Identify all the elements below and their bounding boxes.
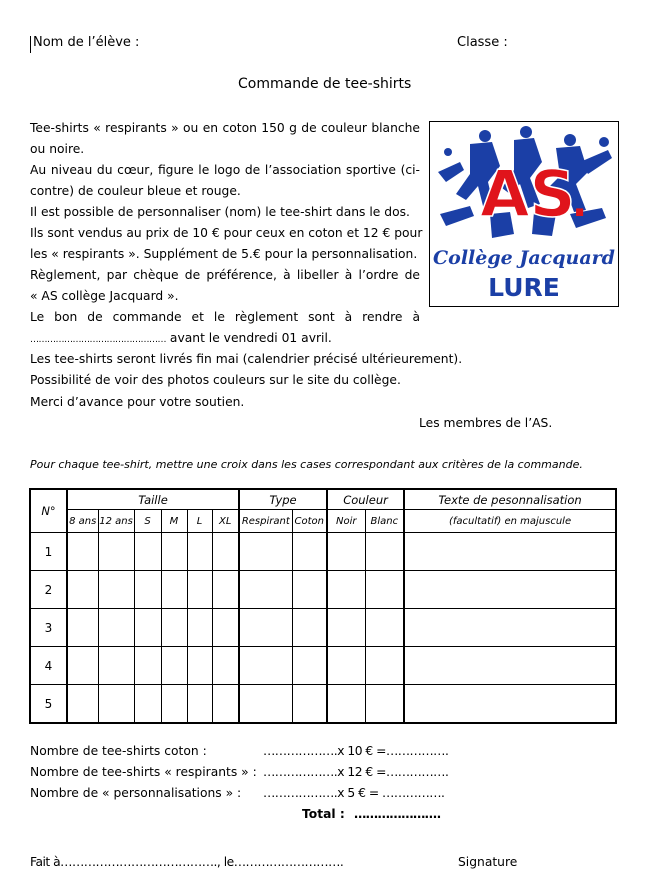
color-blanc-cell[interactable] bbox=[365, 609, 404, 647]
size-m-cell[interactable] bbox=[161, 685, 187, 724]
header-text-line2: (facultatif) en majuscule bbox=[404, 510, 616, 533]
description-line: Tee-shirts « respirants » ou en coton 150 g de couleur blanche bbox=[30, 121, 420, 135]
header-number: N° bbox=[30, 489, 67, 533]
size-8ans-cell[interactable] bbox=[67, 571, 98, 609]
row-number: 1 bbox=[30, 533, 67, 571]
row-number: 5 bbox=[30, 685, 67, 724]
size-12ans: 12 ans bbox=[98, 510, 134, 533]
size-m-cell[interactable] bbox=[161, 571, 187, 609]
size-l: L bbox=[187, 510, 212, 533]
type-respirant-cell[interactable] bbox=[239, 609, 292, 647]
color-noir-cell[interactable] bbox=[327, 609, 365, 647]
description-line: ou noire. bbox=[30, 142, 85, 156]
order-table bbox=[29, 488, 617, 724]
logo-town: LURE bbox=[488, 273, 560, 302]
type-coton-cell[interactable] bbox=[292, 533, 327, 571]
type-respirant-cell[interactable] bbox=[239, 533, 292, 571]
table-row bbox=[30, 571, 616, 609]
header-color: Couleur bbox=[327, 489, 404, 510]
type-respirant-cell[interactable] bbox=[239, 647, 292, 685]
row-number: 4 bbox=[30, 647, 67, 685]
size-l-cell[interactable] bbox=[187, 647, 212, 685]
as-letters bbox=[480, 158, 587, 232]
breathable-count-label: Nombre de tee-shirts « respirants » : bbox=[30, 765, 257, 779]
deadline-dots: ………………………………………… bbox=[30, 335, 166, 345]
type-respirant-cell[interactable] bbox=[239, 571, 292, 609]
color-noir: Noir bbox=[327, 510, 365, 533]
color-noir-cell[interactable] bbox=[327, 571, 365, 609]
size-xl-cell[interactable] bbox=[212, 571, 239, 609]
custom-text-cell[interactable] bbox=[404, 647, 616, 685]
place-date-field[interactable]: Fait à…………………………………., le………………………. bbox=[30, 855, 344, 869]
custom-text-cell[interactable] bbox=[404, 533, 616, 571]
description-line: Il est possible de personnaliser (nom) le tee-shirt dans le dos. bbox=[30, 205, 410, 219]
type-coton: Coton bbox=[292, 510, 327, 533]
size-xl-cell[interactable] bbox=[212, 609, 239, 647]
logo-letters-text: AS bbox=[480, 158, 576, 232]
size-s-cell[interactable] bbox=[134, 609, 161, 647]
cotton-count-label: Nombre de tee-shirts coton : bbox=[30, 744, 207, 758]
size-m: M bbox=[161, 510, 187, 533]
color-blanc-cell[interactable] bbox=[365, 647, 404, 685]
size-m-cell[interactable] bbox=[161, 609, 187, 647]
description-line: Merci d’avance pour votre soutien. bbox=[30, 395, 245, 409]
table-row bbox=[30, 685, 616, 724]
color-noir-cell[interactable] bbox=[327, 685, 365, 724]
table-row bbox=[30, 609, 616, 647]
size-12ans-cell[interactable] bbox=[98, 533, 134, 571]
type-respirant-cell[interactable] bbox=[239, 685, 292, 724]
table-instruction: Pour chaque tee-shirt, mettre une croix dans les cases correspondant aux critères de la commande. bbox=[30, 458, 583, 471]
size-m-cell[interactable] bbox=[161, 647, 187, 685]
size-s-cell[interactable] bbox=[134, 685, 161, 724]
table-row bbox=[30, 533, 616, 571]
description-line: « AS collège Jacquard ». bbox=[30, 289, 179, 303]
size-12ans-cell[interactable] bbox=[98, 685, 134, 724]
description-line: Au niveau du cœur, figure le logo de l’association sportive (ci- bbox=[30, 163, 420, 177]
signature-label: Signature bbox=[458, 855, 518, 869]
size-xl: XL bbox=[212, 510, 239, 533]
team-signature: Les membres de l’AS. bbox=[419, 416, 553, 430]
size-s-cell[interactable] bbox=[134, 571, 161, 609]
custom-text-cell[interactable] bbox=[404, 609, 616, 647]
description-line: Possibilité de voir des photos couleurs sur le site du collège. bbox=[30, 373, 401, 387]
color-blanc-cell[interactable] bbox=[365, 571, 404, 609]
size-8ans-cell[interactable] bbox=[67, 685, 98, 724]
cotton-count-field[interactable]: ……………….x 10 € =……………. bbox=[263, 744, 449, 758]
total-label: Total : bbox=[302, 807, 345, 821]
size-8ans: 8 ans bbox=[67, 510, 98, 533]
size-s-cell[interactable] bbox=[134, 533, 161, 571]
header-text-line1: Texte de pesonnalisation bbox=[404, 489, 616, 510]
size-12ans-cell[interactable] bbox=[98, 647, 134, 685]
type-coton-cell[interactable] bbox=[292, 571, 327, 609]
total-field[interactable]: …………………. bbox=[354, 807, 441, 821]
size-m-cell[interactable] bbox=[161, 533, 187, 571]
size-s-cell[interactable] bbox=[134, 647, 161, 685]
text-cursor bbox=[30, 36, 31, 53]
header-size: Taille bbox=[67, 489, 239, 510]
size-xl-cell[interactable] bbox=[212, 647, 239, 685]
logo-school-name: Collège Jacquard bbox=[433, 247, 615, 269]
description-line: contre) de couleur bleue et rouge. bbox=[30, 184, 241, 198]
size-xl-cell[interactable] bbox=[212, 685, 239, 724]
breathable-count-field[interactable]: ……………….x 12 € =……………. bbox=[263, 765, 449, 779]
deadline-text: avant le vendredi 01 avril. bbox=[169, 331, 332, 345]
size-8ans-cell[interactable] bbox=[67, 533, 98, 571]
logo-period-text: . bbox=[572, 180, 588, 226]
type-coton-cell[interactable] bbox=[292, 609, 327, 647]
description-line: Les tee-shirts seront livrés fin mai (calendrier précisé ultérieurement). bbox=[30, 352, 463, 366]
size-8ans-cell[interactable] bbox=[67, 609, 98, 647]
color-blanc-cell[interactable] bbox=[365, 533, 404, 571]
description-line bbox=[30, 331, 332, 345]
custom-text-cell[interactable] bbox=[404, 571, 616, 609]
as-logo bbox=[429, 121, 619, 307]
description-line: les « respirants ». Supplément de 5.€ pour la personnalisation. bbox=[30, 247, 418, 261]
type-coton-cell[interactable] bbox=[292, 685, 327, 724]
color-blanc-cell[interactable] bbox=[365, 685, 404, 724]
custom-count-label: Nombre de « personnalisations » : bbox=[30, 786, 242, 800]
page-title: Commande de tee-shirts bbox=[238, 76, 412, 92]
description-line: Le bon de commande et le règlement sont à rendre à bbox=[30, 310, 420, 324]
color-noir-cell[interactable] bbox=[327, 647, 365, 685]
description-line: Ils sont vendus au prix de 10 € pour ceux en coton et 12 € pour bbox=[30, 226, 423, 240]
size-12ans-cell[interactable] bbox=[98, 571, 134, 609]
type-coton-cell[interactable] bbox=[292, 647, 327, 685]
row-number: 2 bbox=[30, 571, 67, 609]
description-line: Règlement, par chèque de préférence, à libeller à l’ordre de bbox=[30, 268, 420, 282]
size-l-cell[interactable] bbox=[187, 685, 212, 724]
size-8ans-cell[interactable] bbox=[67, 647, 98, 685]
custom-text-cell[interactable] bbox=[404, 685, 616, 724]
size-l-cell[interactable] bbox=[187, 533, 212, 571]
size-l-cell[interactable] bbox=[187, 571, 212, 609]
row-number: 3 bbox=[30, 609, 67, 647]
color-blanc: Blanc bbox=[365, 510, 404, 533]
student-name-label: Nom de l’élève : bbox=[33, 35, 140, 50]
type-respirant: Respirant bbox=[239, 510, 292, 533]
color-noir-cell[interactable] bbox=[327, 533, 365, 571]
custom-count-field[interactable]: ……………….x 5 € = ……………. bbox=[263, 786, 445, 800]
size-12ans-cell[interactable] bbox=[98, 609, 134, 647]
table-row bbox=[30, 647, 616, 685]
size-xl-cell[interactable] bbox=[212, 533, 239, 571]
size-l-cell[interactable] bbox=[187, 609, 212, 647]
as-logo-image bbox=[430, 122, 618, 306]
size-s: S bbox=[134, 510, 161, 533]
header-type: Type bbox=[239, 489, 327, 510]
class-label: Classe : bbox=[457, 35, 508, 50]
